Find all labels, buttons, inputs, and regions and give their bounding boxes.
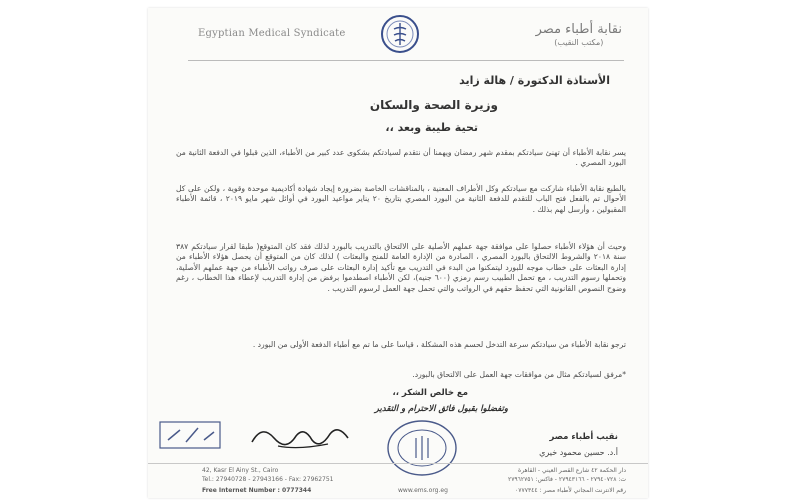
thanks-line: مع خالص الشكر ،، — [392, 388, 468, 398]
org-header-arabic — [536, 22, 622, 47]
date-stamp — [158, 420, 222, 450]
footer-hotline-en: Free Internet Number : 0777344 — [202, 487, 312, 494]
signatory-name: أ.د. حسين محمود خيري — [539, 448, 618, 457]
header-divider — [188, 60, 624, 61]
paragraph-4: ترجو نقابة الأطباء من سيادتكم سرعة التدخل لحسم هذه المشكلة ، قياسا على ما تم مع أطباء الدفعة الأولى من البورد . — [252, 340, 626, 349]
org-name-arabic: نقابة أطباء مصر — [535, 22, 622, 37]
org-name-english: Egyptian Medical Syndicate — [198, 28, 346, 39]
office-label: (مكتب النقيب) — [554, 38, 604, 47]
ministry-title: وزيرة الصحة والسكان — [369, 98, 498, 112]
footer-hotline-ar: رقم الانترنت المجاني لأطباء مصر : ٠٧٧٧٣٤٤ — [515, 487, 626, 494]
footer-divider — [148, 463, 648, 464]
letter-page — [148, 8, 648, 498]
footer-phone-en: Tel.: 27940728 - 27943166 - Fax: 27962751 — [202, 476, 334, 483]
paragraph-3: وحيث أن هؤلاء الأطباء حصلوا على موافقة جهة عملهم الأصلية على الالتحاق بالتدريب بالبورد لذلك فقد كان المتوقع( طبقا لقرار سيادتكم ٣٨٧ سنة ٢٠١٨ والشروط الالتحاق بالبورد المصري ، الصادرة من الإدارة العامة للمنح والبعثات ) لذلك كان من المتوقع أن يحصل هؤلاء الأطباء من إدارة البعثات على خطاب موجه للبورد ليتمكنوا من البدء في التدريب مع تأكيد إدارة البعثات على صرف رواتب الأطباء من جهة عملهم الأصلية، وتحملها رسوم التدريب ، مع تحمل الطبيب رسم رمزي (٦٠٠ جنيه)، لكن الأطباء اصطدموا برفض من إدارة التدريب لإعطاء هذا الخطاب ، رغم وضوح النصوص القانونية التي تحفظ حقهم في الرواتب والتي تحمل جهة العمل لرسوم التدريب . — [176, 242, 626, 293]
footer-address-en: 42, Kasr El Ainy St., Cairo — [202, 467, 279, 474]
footer-address-ar: دار الحكمة ٤٢ شارع القصر العيني - القاهرة — [518, 467, 626, 474]
footer-website: www.ems.org.eg — [398, 487, 448, 494]
regards-line: وتفضلوا بقبول فائق الاحترام و التقدير — [374, 404, 508, 414]
attachment-note: *مرفق لسيادتكم مثال من موافقات جهة العمل على الالتحاق بالبورد. — [412, 370, 626, 379]
footer-phone-ar: ت: ٢٧٩٤٠٧٢٨ - ٢٧٩٤٣١٦٦ - فاكس: ٢٧٩٦٢٧٥١ — [507, 476, 626, 483]
handwritten-signature — [248, 420, 358, 454]
syndicate-logo — [380, 14, 420, 54]
signatory-title: نقيب أطباء مصر — [549, 432, 618, 442]
paragraph-1: يسر نقابة الأطباء أن تهنئ سيادتكم بمقدم شهر رمضان ويهمنا أن نتقدم لسيادتكم بشكوى عدد كبير من الأطباء، الذين قبلوا في الدفعة الثانية من البورد المصري . — [176, 148, 626, 168]
addressee: الأستاذة الدكتورة / هالة زايد — [459, 74, 610, 87]
greeting: تحية طيبة وبعد ،، — [385, 121, 478, 134]
official-seal — [386, 418, 458, 478]
paragraph-2: بالطبع نقابة الأطباء شاركت مع سيادتكم وكل الأطراف المعنية ، بالمناقشات الخاصة بضرورة إيجاد شهادة أكاديمية موحدة وقوية ، ولكن على كل الأحوال تم بالفعل فتح الباب للتقدم للدفعة الثانية من البورد المصري بتاريخ ٢٠ يناير مواعيد البورد في أوائل شهر مايو ٢٠١٩ ، قائمة الأطباء المقبولين ، وأرسل لهم بذلك . — [176, 184, 627, 214]
